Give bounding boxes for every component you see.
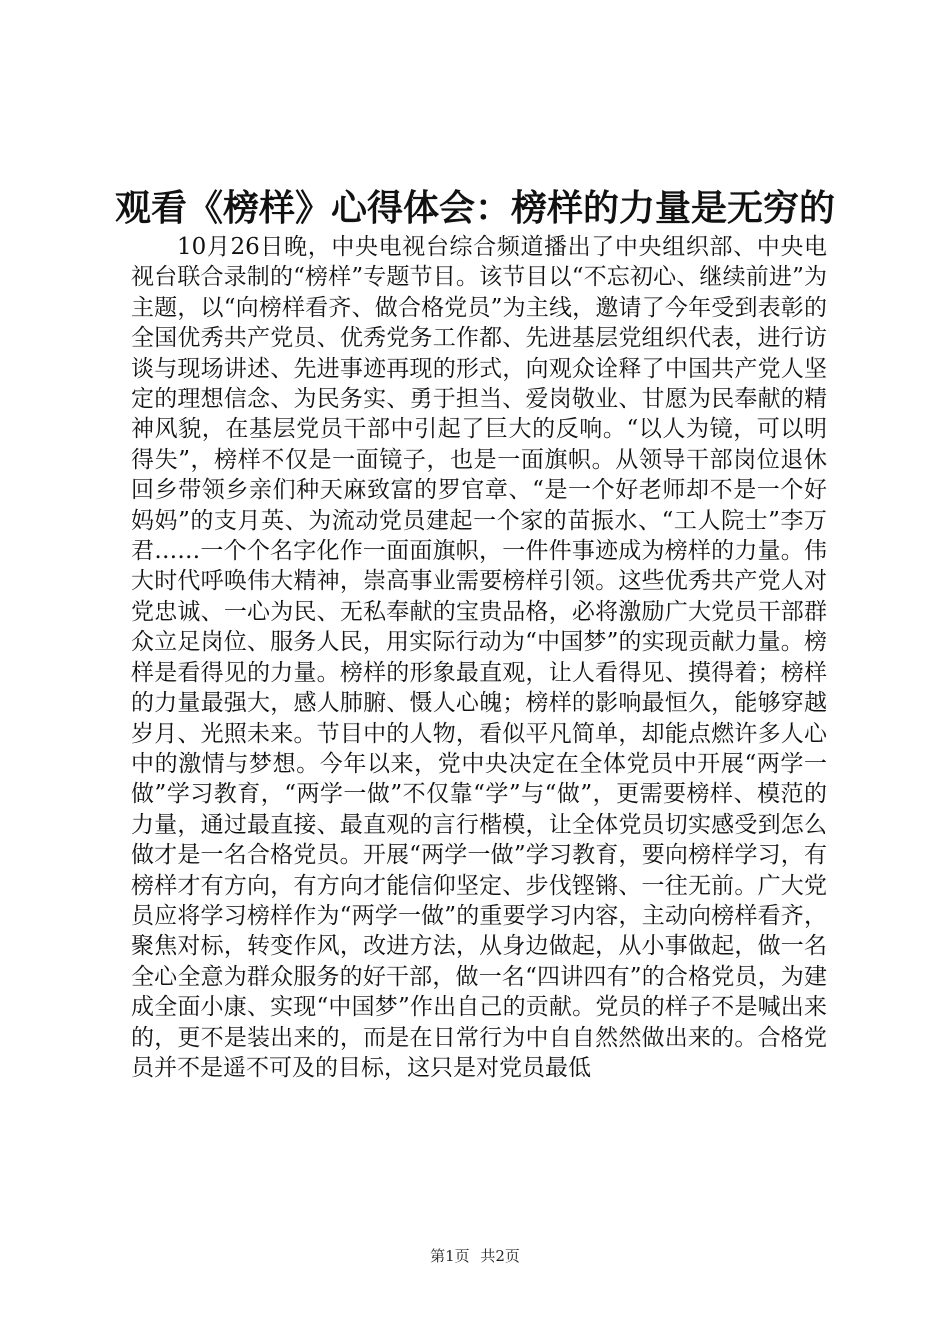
page-number: 第1页 [430,1247,470,1265]
document-title: 观看《榜样》心得体会：榜样的力量是无穷的 [114,188,835,229]
page-total: 共2页 [480,1247,520,1265]
body-paragraph: 10月26日晚，中央电视台综合频道播出了中央组织部、中央电视台联合录制的“榜样”专题节目。该节目以“不忘初心、继续前进”为主题，以“向榜样看齐、做合格党员”为主线，邀请了今年受到表彰的全国优秀共产党员、优秀党务工作都、先进基层党组织代表，进行访谈与现场讲述、先进事迹再现的形式，向观众诠释了中国共产党人坚定的理想信念、为民务实、勇于担当、爱岗敬业、甘愿为民奉献的精神风貌，在基层党员干部中引起了巨大的反响。“以人为镜，可以明得失”，榜样不仅是一面镜子，也是一面旗帜。从领导干部岗位退休回乡带领乡亲们种天麻致富的罗官章、“是一个好老师却不是一个好妈妈”的支月英、为流动党员建起一个家的苗振水、“工人院士”李万君……一个个名字化作一面面旗帜，一件件事迹成为榜样的力量。伟大时代呼唤伟大精神，崇高事业需要榜样引领。这些优秀共产党人对党忠诚、一心为民、无私奉献的宝贵品格，必将激励广大党员干部群众立足岗位、服务人民，用实际行动为“中国梦”的实现贡献力量。榜样是看得见的力量。榜样的形象最直观，让人看得见、摸得着；榜样的力量最强大，感人肺腑、慑人心魄；榜样的影响最恒久，能够穿越岁月、光照未来。节目中的人物，看似平凡简单，却能点燃许多人心中的激情与梦想。今年以来，党中央决定在全体党员中开展“两学一做”学习教育，“两学一做”不仅靠“学”与“做”，更需要榜样、模范的力量，通过最直接、最直观的言行楷模，让全体党员切实感受到怎么做才是一名合格党员。开展“两学一做”学习教育，要向榜样学习，有榜样才有方向，有方向才能信仰坚定、步伐铿锵、一往无前。广大党员应将学习榜样作为“两学一做”的重要学习内容，主动向榜样看齐，聚焦对标，转变作风，改进方法，从身边做起，从小事做起，做一名全心全意为群众服务的好干部，做一名“四讲四有”的合格党员，为建成全面小康、实现“中国梦”作出自己的贡献。党员的样子不是喊出来的，更不是装出来的，而是在日常行为中自自然然做出来的。合格党员并不是遥不可及的目标，这只是对党员最低 [131,234,827,1081]
page-footer [0,1246,950,1266]
